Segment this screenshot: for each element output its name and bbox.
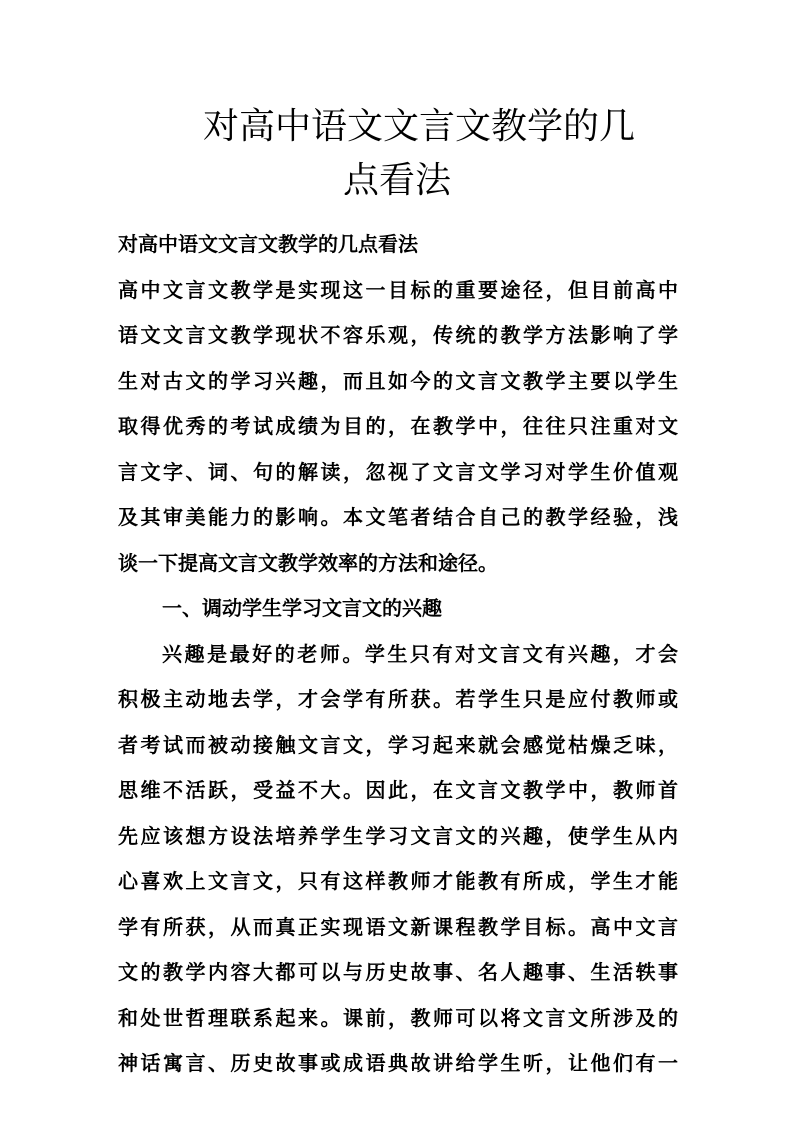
subtitle: 对高中语文文言文教学的几点看法: [118, 232, 418, 256]
document-body: [118, 222, 678, 1087]
section-line: 者考试而被动接触文言文，学习起来就会感觉枯燥乏味，: [118, 732, 678, 757]
document-title: [0, 100, 794, 208]
intro-line: 语文文言文教学现状不容乐观，传统的教学方法影响了学: [118, 323, 678, 347]
section-line: 和处世哲理联系起来。课前，教师可以将文言文所涉及的: [118, 1005, 678, 1030]
title-line-2: 点看法: [342, 160, 451, 201]
section-line: 兴趣是最好的老师。学生只有对文言文有兴趣，才会: [162, 641, 678, 666]
intro-line: 生对古文的学习兴趣，而且如今的文言文教学主要以学生: [118, 368, 678, 393]
section-line: 思维不活跃，受益不大。因此，在文言文教学中，教师首: [118, 778, 678, 802]
intro-line: 及其审美能力的影响。本文笔者结合自己的教学经验，浅: [118, 505, 678, 529]
section-line: 积极主动地去学，才会学有所获。若学生只是应付教师或: [118, 687, 678, 711]
section-line: 心喜欢上文言文，只有这样教师才能教有所成，学生才能: [118, 869, 678, 893]
intro-line: 取得优秀的考试成绩为目的，在教学中，往往只注重对文: [118, 414, 678, 438]
intro-line: 高中文言文教学是实现这一目标的重要途径，但目前高中: [118, 277, 678, 302]
intro-line: 谈一下提高文言文教学效率的方法和途径。: [118, 550, 498, 575]
section-heading: 一、调动学生学习文言文的兴趣: [162, 596, 442, 620]
title-line-1: 对高中语文文言文教学的几: [202, 106, 635, 147]
section-line: 文的教学内容大都可以与历史故事、名人趣事、生活轶事: [118, 960, 678, 984]
section-line: 先应该想方设法培养学生学习文言文的兴趣，使学生从内: [118, 823, 678, 848]
section-line: 学有所获，从而真正实现语文新课程教学目标。高中文言: [118, 914, 678, 939]
section-line: 神话寓言、历史故事或成语典故讲给学生听，让他们有一: [118, 1051, 678, 1075]
intro-line: 言文字、词、句的解读，忽视了文言文学习对学生价值观: [118, 459, 678, 484]
